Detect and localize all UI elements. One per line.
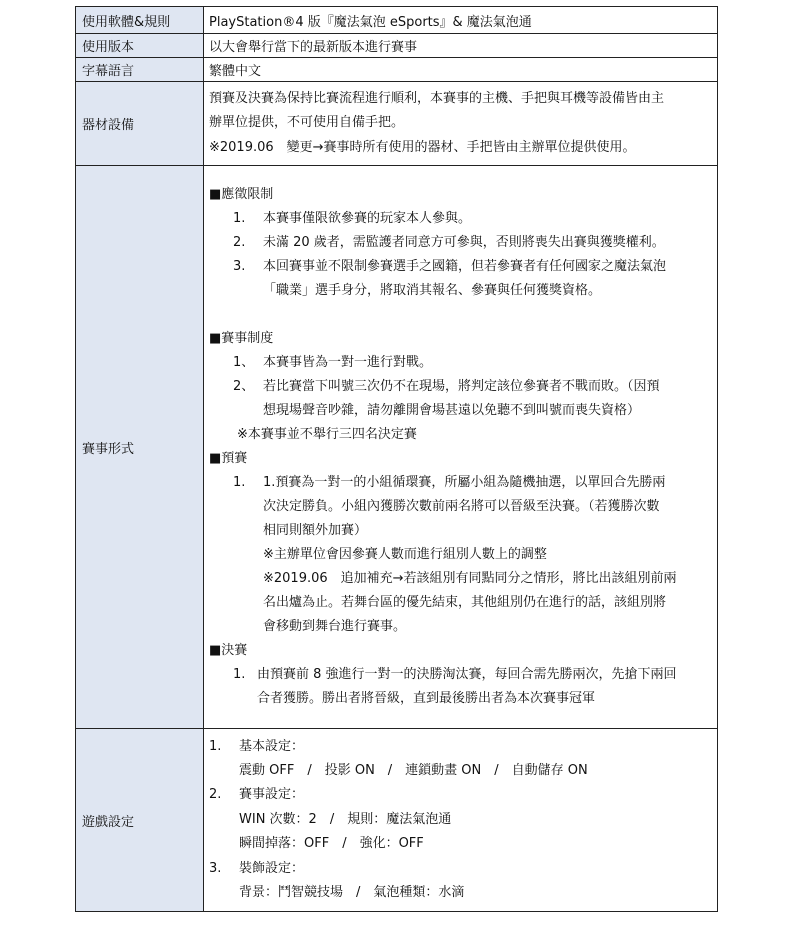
note-text: ※主辦單位會因參賽人數而進行組別人數上的調整 — [263, 547, 547, 562]
item-number: 2. — [233, 235, 246, 250]
row-value — [204, 729, 718, 912]
settings-title: 裝飾設定： — [239, 860, 305, 876]
row-game-settings — [76, 729, 718, 912]
row-equipment — [76, 82, 718, 166]
item-text-continued: 會移動到舞台進行賽事。 — [263, 619, 407, 634]
item-number: 1. — [233, 475, 246, 490]
item-number: 3. — [233, 259, 246, 274]
row-label: 使用軟體&規則 — [76, 7, 204, 34]
item-text-continued: 想現場聲音吵雜，請勿離開會場甚遠以免聽不到叫號而喪失資格） — [263, 403, 641, 418]
list-item — [209, 231, 713, 255]
settings-heading — [209, 735, 713, 759]
item-number: 1. — [233, 667, 246, 682]
item-number: 2. — [209, 787, 222, 803]
item-text: 本賽事皆為一對一進行對戰。 — [263, 355, 433, 370]
row-value: 以大會舉行當下的最新版本進行賽事 — [204, 34, 718, 58]
note-text: ※2019.06 追加補充→若該組別有同點同分之情形，將比出該組別前兩 — [263, 571, 677, 586]
item-text: 未滿 20 歲者，需監護者同意方可參與，否則將喪失出賽與獲獎權利。 — [263, 235, 665, 250]
section-heading: ■決賽 — [209, 643, 248, 658]
note-text: ※本賽事並不舉行三四名決定賽 — [237, 427, 417, 442]
item-text: 若比賽當下叫號三次仍不在現場，將判定該位參賽者不戰而敗。（因預 — [263, 379, 660, 394]
section-heading: ■應徵限制 — [209, 187, 274, 202]
item-text-continued: 合者獲勝。勝出者將晉級，直到最後勝出者為本次賽事冠軍 — [257, 691, 596, 706]
item-text: 本回賽事並不限制參賽選手之國籍，但若參賽者有任何國家之魔法氣泡 — [263, 259, 667, 274]
row-label: 遊戲設定 — [76, 729, 204, 912]
settings-heading — [209, 783, 713, 807]
row-label: 賽事形式 — [76, 166, 204, 729]
row-software — [76, 7, 718, 34]
list-item — [209, 351, 713, 375]
item-text: 本賽事僅限欲參賽的玩家本人參與。 — [263, 211, 472, 226]
row-value: PlayStation®4 版『魔法氣泡 eSports』& 魔法氣泡通 — [204, 7, 718, 34]
item-number: 1、 — [233, 355, 255, 370]
item-text-continued: 次決定勝負。小組內獲勝次數前兩名將可以晉級至決賽。（若獲勝次數 — [263, 499, 660, 514]
item-number: 2、 — [233, 379, 255, 394]
settings-line: 瞬間掉落：OFF / 強化：OFF — [239, 836, 424, 852]
spacer — [209, 303, 713, 327]
text-line: 預賽及決賽為保持比賽流程進行順利，本賽事的主機、手把與耳機等設備皆由主 — [209, 90, 665, 106]
row-version — [76, 34, 718, 58]
text-line: ※2019.06 變更→賽事時所有使用的器材、手把皆由主辦單位提供使用。 — [209, 139, 636, 155]
settings-line: 震動 OFF / 投影 ON / 連鎖動畫 ON / 自動儲存 ON — [239, 762, 588, 778]
settings-title: 基本設定： — [239, 738, 305, 754]
row-label: 字幕語言 — [76, 58, 204, 82]
item-number: 1. — [209, 738, 222, 754]
item-text-continued: 名出爐為止。若舞台區的優先結束，其他組別仍在進行的話，該組別將 — [263, 595, 667, 610]
section-heading: ■賽事制度 — [209, 331, 274, 346]
settings-heading — [209, 857, 713, 881]
text-line: 辦單位提供，不可使用自備手把。 — [209, 115, 405, 131]
item-text-continued: 相同則額外加賽） — [263, 523, 368, 538]
item-text: 1.預賽為一對一的小組循環賽，所屬小組為隨機抽選，以單回合先勝兩 — [263, 475, 666, 490]
settings-line: 背景：鬥智競技場 / 氣泡種類：水滴 — [239, 885, 465, 901]
row-value — [204, 166, 718, 729]
item-text-continued: 「職業」選手身分，將取消其報名、參賽與任何獲獎資格。 — [263, 283, 602, 298]
list-item — [209, 255, 713, 279]
row-subtitle — [76, 58, 718, 82]
settings-title: 賽事設定： — [239, 787, 305, 803]
list-item — [209, 663, 713, 687]
settings-line: WIN 次數：2 / 規則：魔法氣泡通 — [239, 811, 452, 827]
row-label: 使用版本 — [76, 34, 204, 58]
row-value: 繁體中文 — [204, 58, 718, 82]
list-item — [209, 207, 713, 231]
row-label: 器材設備 — [76, 82, 204, 166]
row-format — [76, 166, 718, 729]
list-item — [209, 471, 713, 495]
item-text: 由預賽前 8 強進行一對一的決勝淘汰賽，每回合需先勝兩次，先搶下兩回 — [257, 667, 677, 682]
rules-table — [75, 6, 718, 912]
list-item — [209, 375, 713, 399]
item-number: 3. — [209, 860, 222, 876]
section-heading: ■預賽 — [209, 451, 248, 466]
item-number: 1. — [233, 211, 246, 226]
row-value — [204, 82, 718, 166]
